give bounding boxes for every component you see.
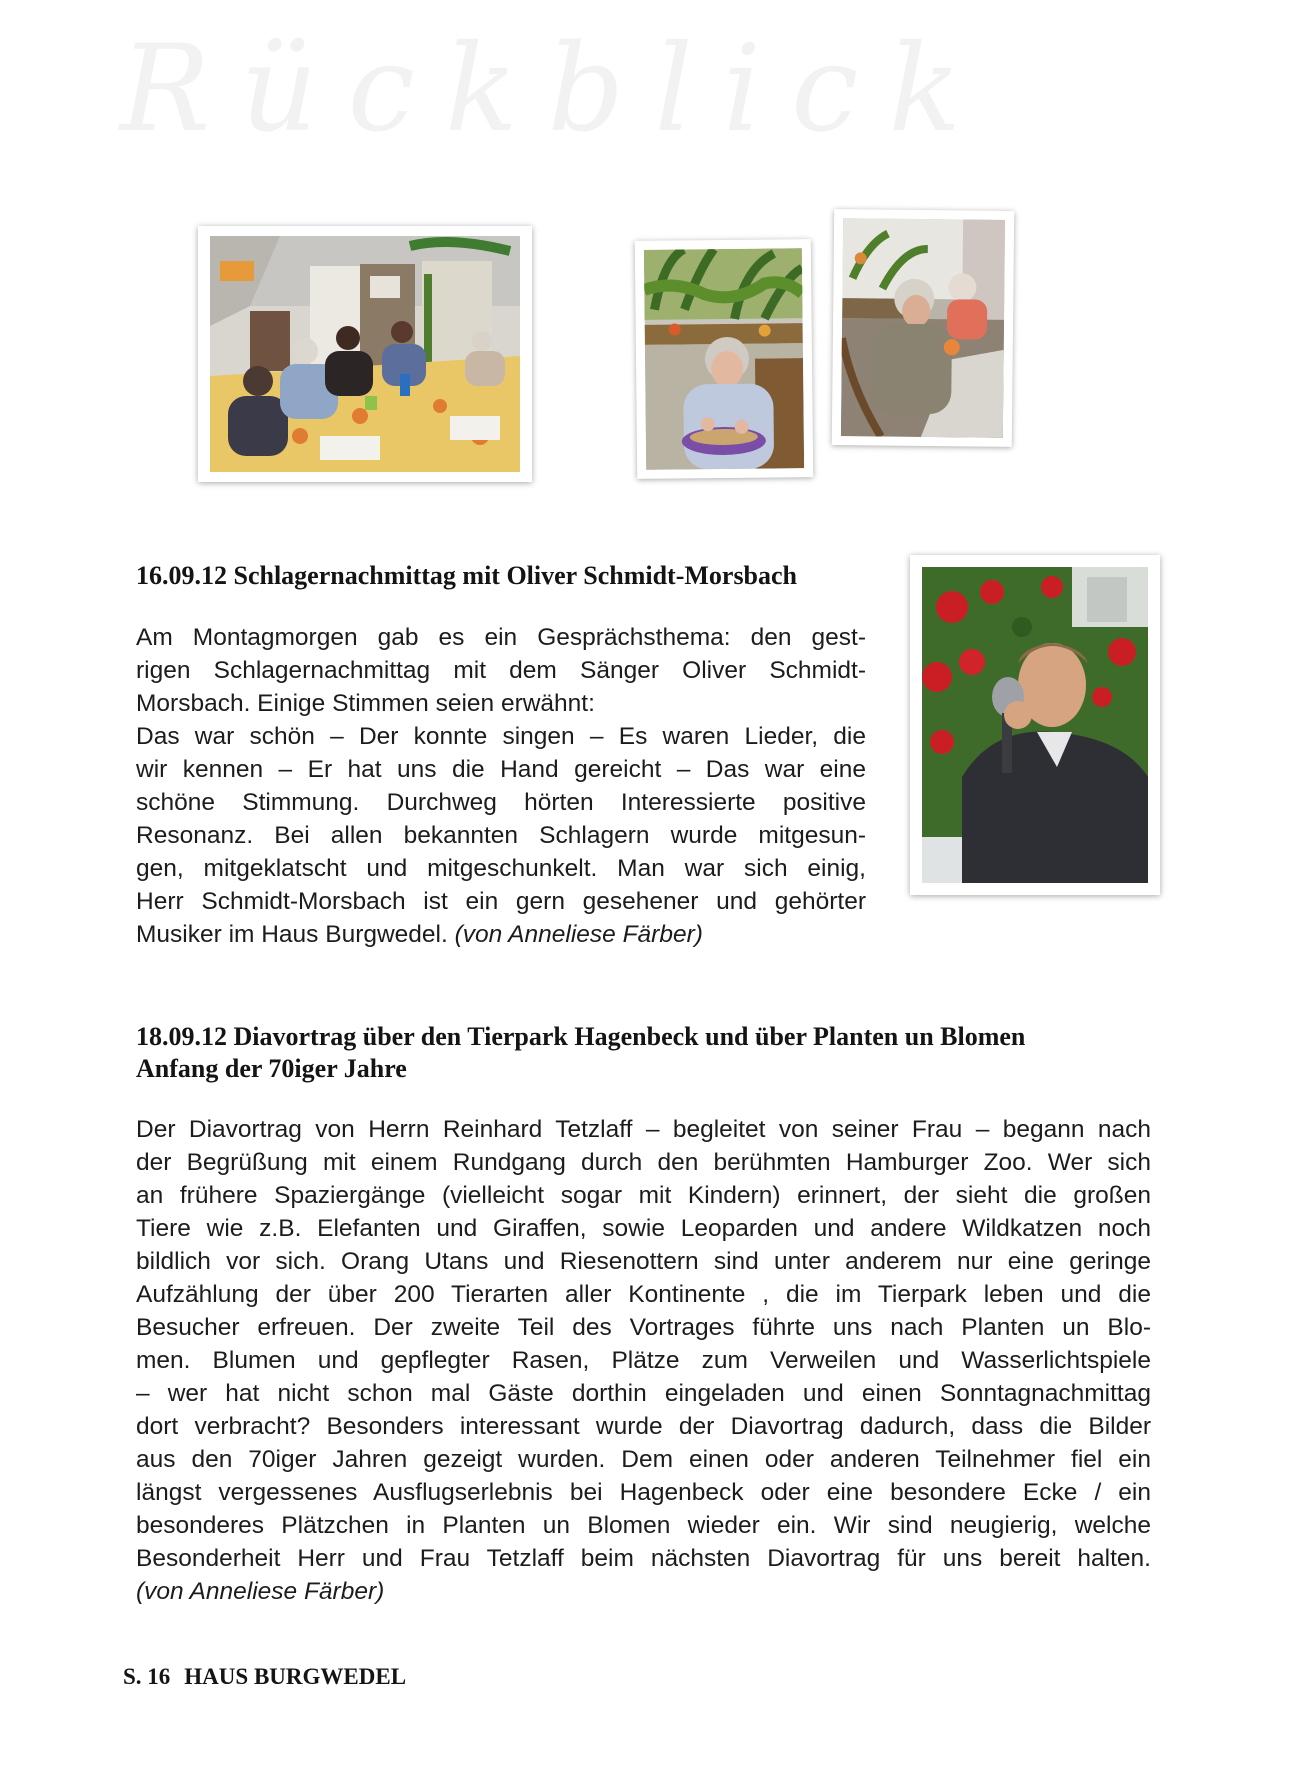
text-line: men. Blumen und gepflegter Rasen, Plätze zum Verweilen und Wasserlichtspiele (136, 1347, 1151, 1374)
text-line: Resonanz. Bei allen bekannten Schlagern wurde mitgesun- (136, 822, 866, 849)
heading-line: 18.09.12 Diavortrag über den Tierpark Hagenbeck und über Planten un Blomen (136, 1022, 1026, 1051)
text-line: bildlich vor sich. Orang Utans und Riesenottern sind unter anderem nur eine geringe (136, 1248, 1151, 1275)
text-line: schöne Stimmung. Durchweg hörten Interessierte positive (136, 789, 866, 816)
text-line: aus den 70iger Jahren gezeigt wurden. Dem einen oder anderen Teilnehmer fiel ein (136, 1446, 1151, 1473)
text-line: Besonderheit Herr und Frau Tetzlaff beim nächsten Diavortrag für uns bereit halten. (136, 1545, 1151, 1572)
text-line: besonderes Plätzchen in Planten un Blomen wieder ein. Wir sind neugierig, welche (136, 1512, 1151, 1539)
text-line: dort verbracht? Besonders interessant wurde der Diavortrag dadurch, dass die Bilder (136, 1413, 1151, 1440)
photo-woman-crafting (832, 209, 1014, 447)
photo-woman-with-bowl (635, 239, 813, 479)
photo-singer-portrait-image (922, 567, 1148, 883)
article-text-schlagernachmittag (136, 621, 866, 951)
text-line: Aufzählung der über 200 Tierarten aller Kontinente , die im Tierpark leben und die (136, 1281, 1151, 1308)
text-line: rigen Schlagernachmittag mit dem Sänger Oliver Schmidt- (136, 657, 866, 684)
text-line: Am Montagmorgen gab es ein Gesprächsthema: den gest- (136, 624, 866, 651)
author-credit: (von Anneliese Färber) (136, 1578, 385, 1605)
author-credit: (von Anneliese Färber) (454, 921, 703, 948)
text-line: längst vergessenes Ausflugserlebnis bei Hagenbeck oder eine besondere Ecke / ein (136, 1479, 1151, 1506)
text-line: der Begrüßung mit einem Rundgang durch den berühmten Hamburger Zoo. Wer sich (136, 1149, 1151, 1176)
article-heading-diavortrag (136, 1021, 1176, 1085)
publication-title: HAUS BURGWEDEL (184, 1664, 407, 1689)
photo-craft-group (198, 226, 532, 482)
photo-woman-crafting-image (841, 218, 1005, 438)
text-line: Besucher erfreuen. Der zweite Teil des Vortrages führte uns nach Planten un Blo- (136, 1314, 1151, 1341)
photo-singer-portrait (910, 555, 1160, 895)
text-line: Herr Schmidt-Morsbach ist ein gern gesehener und gehörter (136, 888, 866, 915)
text-line: Tiere wie z.B. Elefanten und Giraffen, sowie Leoparden und andere Wildkatzen noch (136, 1215, 1151, 1242)
page-footer (123, 1664, 406, 1690)
article-text-diavortrag (136, 1113, 1151, 1608)
text-line-end: Musiker im Haus Burgwedel. (136, 921, 448, 948)
photo-woman-with-bowl-image (644, 248, 804, 470)
rueckblick-watermark: Rückblick (120, 20, 992, 159)
heading-line: Anfang der 70iger Jahre (136, 1054, 407, 1083)
page-number: S. 16 (123, 1664, 171, 1689)
article-heading-schlagernachmittag: 16.09.12 Schlagernachmittag mit Oliver Schmidt-Morsbach (136, 561, 798, 590)
text-line: Das war schön – Der konnte singen – Es waren Lieder, die (136, 723, 866, 750)
text-line: – wer hat nicht schon mal Gäste dorthin eingeladen und einen Sonntagnachmittag (136, 1380, 1151, 1407)
photo-craft-group-image (210, 236, 520, 472)
text-line (136, 918, 866, 951)
text-line: gen, mitgeklatscht und mitgeschunkelt. Man war sich einig, (136, 855, 866, 882)
text-line: Morsbach. Einige Stimmen seien erwähnt: (136, 690, 595, 717)
text-line: wir kennen – Er hat uns die Hand gereicht – Das war eine (136, 756, 866, 783)
text-line: Der Diavortrag von Herrn Reinhard Tetzlaff – begleitet von seiner Frau – begann nach (136, 1116, 1151, 1143)
text-line: an frühere Spaziergänge (vielleicht sogar mit Kindern) erinnert, der sieht die großen (136, 1182, 1151, 1209)
